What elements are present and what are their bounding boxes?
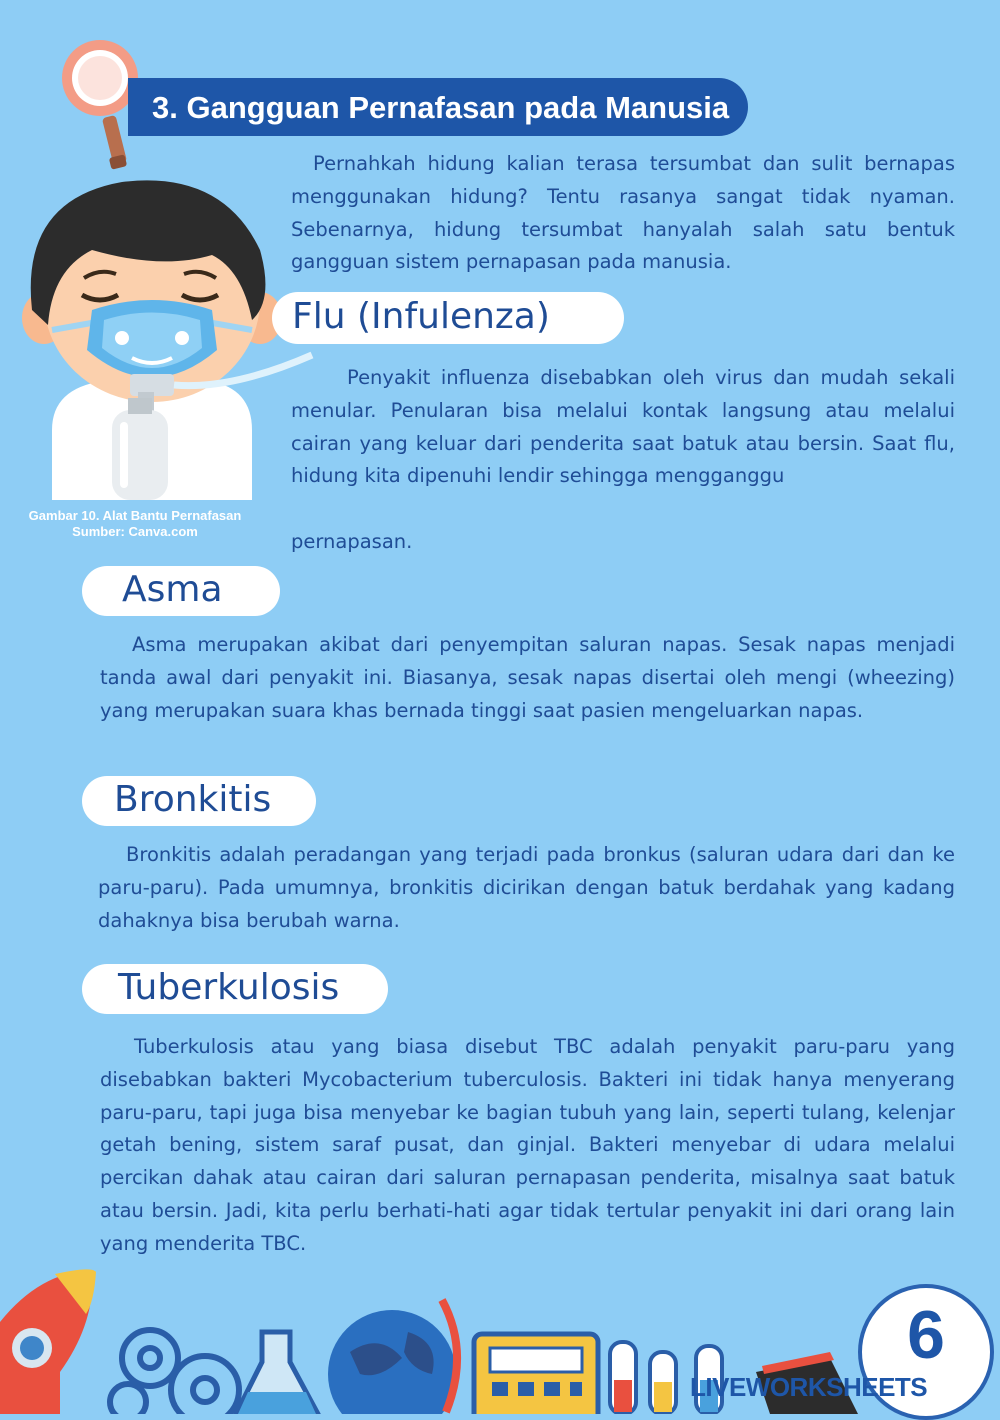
caption-title: Gambar 10. Alat Bantu Pernafasan [28,508,242,523]
page-title: 3. Gangguan Pernafasan pada Manusia [152,90,730,125]
bronkitis-paragraph: Bronkitis adalah peradangan yang terjadi pada bronkus (saluran udara dari dan ke paru-paru). Pada umumnya, bronkitis dicirikan dengan batuk berdahak yang kadang dahaknya bisa berubah warna. [98,843,955,932]
intro-paragraph: Pernahkah hidung kalian terasa tersumbat dan sulit bernapas menggunakan hidung? Tentu rasanya sangat tidak nyaman. Sebenarnya, hidung tersumbat hanyalah salah satu bentuk gangguan sistem pernapasan pada manusia. [291,152,955,274]
tbc-paragraph: Tuberkulosis atau yang biasa disebut TBC adalah penyakit paru-paru yang disebabkan bakteri Mycobacterium tuberculosis. Bakteri ini tidak hanya menyerang paru-paru, tapi juga bisa menyebar ke bagian tubuh yang lain, seperti tulang, kelenjar getah bening, sistem saraf pusat, dan ginjal. Bakteri menyebar di udara melalui percikan dahak atau cairan dari saluran pernapasan penderita, misalnya saat batuk atau bersin. Jadi, kita perlu berhati-hati agar tidak tertular penyakit ini dari orang lain yang menderita TBC. [100,1035,955,1255]
flu-paragraph-end: pernapasan. [291,530,413,553]
flask-icon [236,1332,318,1414]
asma-paragraph: Asma merupakan akibat dari penyempitan saluran napas. Sesak napas menjadi tanda awal dari penyakit ini. Biasanya, sesak napas disertai oleh mengi (wheezing) yang merupakan suara khas bernada tinggi saat pasien mengeluarkan napas. [100,633,955,722]
calculator-icon [474,1334,598,1414]
asma-heading: Asma [122,569,223,610]
globe-icon [328,1300,457,1414]
flu-paragraph: Penyakit influenza disebabkan oleh virus dan mudah sekali menular. Penularan bisa melalui kontak langsung atau melalui cairan yang keluar dari penderita saat batuk atau bersin. Saat flu, hidung kita dipenuhi lendir sehingga mengganggu [291,366,955,488]
bronkitis-heading: Bronkitis [114,779,272,820]
rocket-icon [0,1269,96,1414]
page-number: 6 [907,1297,945,1373]
gears-icon [110,1330,239,1414]
tbc-heading: Tuberkulosis [118,967,340,1008]
flu-heading: Flu (Infulenza) [292,296,550,337]
figure-caption [10,508,260,540]
watermark: LIVEWORKSHEETS [690,1372,928,1402]
caption-source: Sumber: Canva.com [72,524,198,539]
